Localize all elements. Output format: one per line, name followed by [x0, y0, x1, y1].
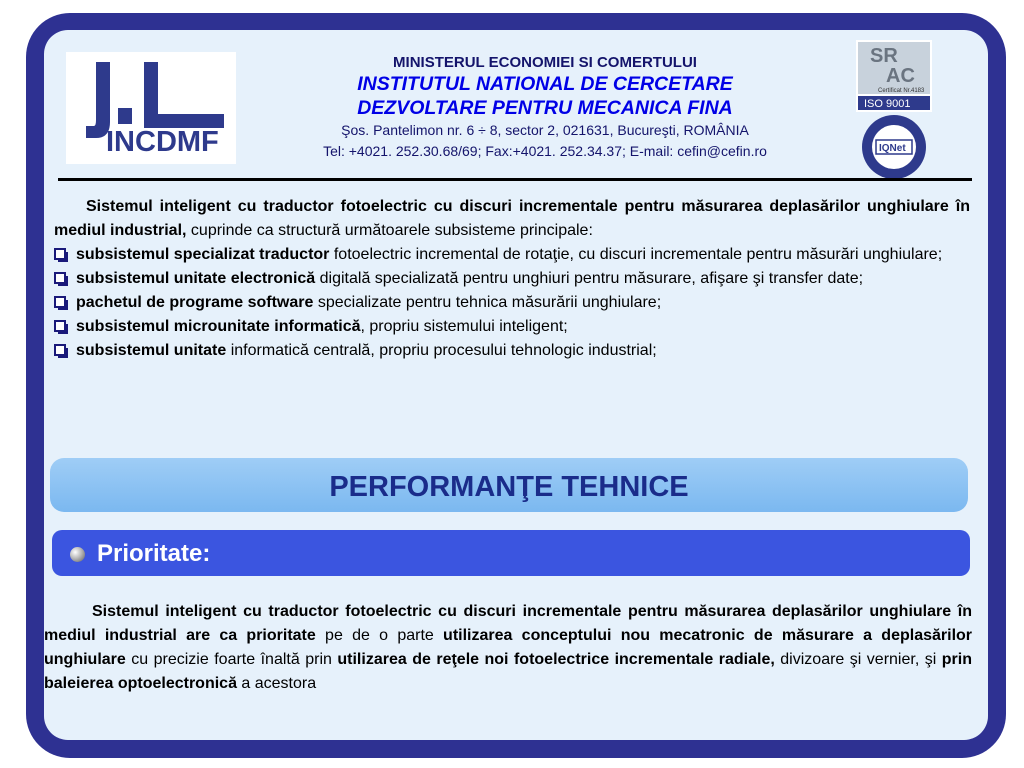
bullet-bold: subsistemul unitate — [76, 342, 227, 359]
priority-text-2: cu precizie foarte înaltă prin — [125, 651, 338, 668]
checkbox-bullet-icon — [54, 320, 66, 332]
list-item — [54, 339, 970, 363]
intro-paragraph — [54, 195, 970, 243]
iqnet-certified-icon — [858, 113, 930, 181]
svg-text:AC: AC — [886, 65, 915, 87]
checkbox-bullet-icon — [54, 272, 66, 284]
iqnet-logo — [858, 113, 930, 181]
checkbox-bullet-icon — [54, 248, 66, 260]
svg-text:ISO 9001: ISO 9001 — [864, 98, 911, 110]
performance-banner — [50, 458, 968, 512]
checkbox-bullet-icon — [54, 296, 66, 308]
priority-bold-1: Sistemul inteligent cu traductor fotoelectric cu discuri incrementale pentru măsurarea deplasărilor unghiulare în mediul industrial are ca prioritate — [44, 603, 972, 644]
svg-text:SR: SR — [870, 45, 898, 67]
priority-text-1: pe de o parte — [315, 627, 444, 644]
srac-logo — [856, 40, 932, 112]
srac-certificate-icon — [856, 40, 932, 112]
intro-bold: Sistemul inteligent cu traductor fotoelectric cu discuri incrementale pentru măsurarea deplasărilor unghiulare în mediul industrial, — [54, 198, 970, 239]
priority-bold-2: utilizarea conceptului nou mecatronic de măsurare a deplasărilor unghiulare — [44, 627, 973, 668]
bullet-bold: pachetul de programe software — [76, 294, 314, 311]
list-item — [54, 315, 970, 339]
bullet-text: digitală specializată pentru unghiuri pentru măsurare, afişare şi transfer date; — [315, 270, 864, 287]
priority-bold-3: utilizarea de reţele noi fotoelectrice incrementale radiale, — [337, 651, 775, 668]
priority-bold-4: prin baleierea optoelectronică — [44, 651, 972, 692]
bullet-text: , propriu sistemului inteligent; — [360, 318, 568, 335]
ministry-name: MINISTERUL ECONOMIEI SI COMERTULUI — [393, 54, 697, 71]
priority-description — [44, 600, 972, 696]
priority-paragraph — [44, 600, 972, 696]
bullet-text: specializate pentru tehnica măsurării unghiulare; — [313, 294, 662, 311]
bullet-bold: subsistemul specializat traductor — [76, 246, 330, 263]
institute-name-line2: DEZVOLTARE PENTRU MECANICA FINA — [357, 97, 733, 119]
list-item — [54, 243, 970, 267]
address: Şos. Pantelimon nr. 6 ÷ 8, sector 2, 021631, Bucureşti, ROMÂNIA — [341, 122, 749, 138]
incdmf-logo — [66, 52, 236, 164]
contact-info: Tel: +4021. 252.30.68/69; Fax:+4021. 252.34.37; E-mail: cefin@cefin.ro — [323, 143, 767, 159]
bullet-text: fotoelectric incremental de rotaţie, cu discuri incrementale pentru măsurări unghiulare; — [329, 246, 943, 263]
sphere-bullet-icon — [70, 547, 85, 562]
priority-text-3: divizoare şi vernier, şi — [774, 651, 942, 668]
performance-title: PERFORMANŢE TEHNICE — [329, 471, 689, 503]
priority-label: Prioritate: — [97, 540, 211, 567]
list-item — [54, 267, 970, 291]
bullet-text: informatică centrală, propriu procesului tehnologic industrial; — [226, 342, 657, 359]
priority-bar — [52, 530, 970, 576]
svg-text:Certificat Nr.4183: Certificat Nr.4183 — [878, 88, 925, 94]
system-description — [54, 195, 970, 363]
list-item — [54, 291, 970, 315]
header-divider — [58, 178, 972, 181]
priority-text-4: a acestora — [236, 675, 317, 692]
institution-header — [250, 54, 840, 162]
bullet-bold: subsistemul unitate electronică — [76, 270, 316, 287]
bullet-bold: subsistemul microunitate informatică — [76, 318, 361, 335]
checkbox-bullet-icon — [54, 344, 66, 356]
institute-name-line1: INSTITUTUL NATIONAL DE CERCETARE — [357, 73, 733, 95]
logo-text: INCDMF — [106, 126, 219, 158]
svg-text:IQNet: IQNet — [879, 143, 906, 154]
intro-rest: cuprinde ca structură următoarele subsisteme principale: — [186, 222, 593, 239]
